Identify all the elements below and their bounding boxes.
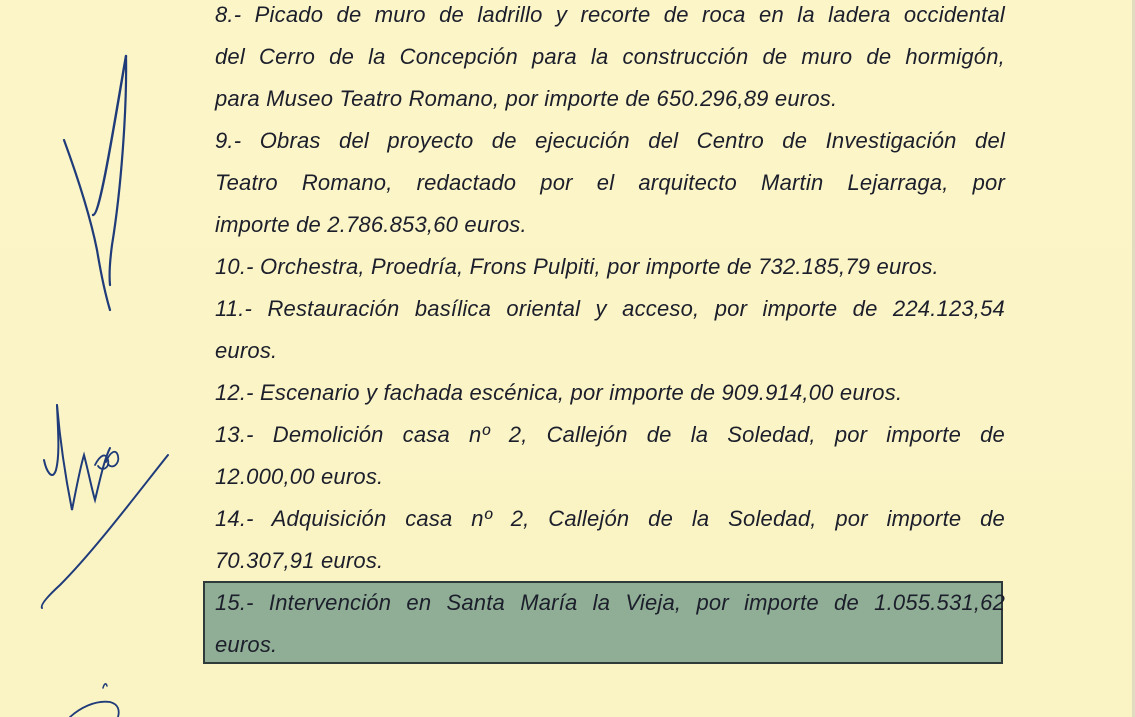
text-line-1: 8.- Picado de muro de ladrillo y recorte de roca en la ladera occidental [215,2,1005,27]
text-line-2: del Cerro de la Concepción para la construcción de muro de hormigón, [215,44,1005,69]
text-line-5: Teatro Romano, redactado por el arquitecto Martin Lejarraga, por [215,170,1005,195]
text-line-14: 70.307,91 euros. [215,548,384,573]
highlighted-item [215,588,1005,672]
signature-stroke-1 [64,140,110,310]
text-line-4: 9.- Obras del proyecto de ejecución del Centro de Investigación del [215,128,1005,153]
signature-stroke-3 [110,56,127,285]
text-line-10: 12.- Escenario y fachada escénica, por importe de 909.914,00 euros. [215,380,903,405]
signature-stroke-9 [70,702,119,717]
signature-stroke-2 [93,56,126,215]
signature-stroke-8 [42,455,168,608]
text-line-13: 14.- Adquisición casa nº 2, Callejón de la Soledad, por importe de [215,506,1005,531]
text-line-3: para Museo Teatro Romano, por importe de 650.296,89 euros. [215,86,838,111]
text-line-9: euros. [215,338,278,363]
text-line-6: importe de 2.786.853,60 euros. [215,212,527,237]
signature-stroke-10 [103,684,107,688]
text-line-11: 13.- Demolición casa nº 2, Callejón de la Soledad, por importe de [215,422,1005,447]
text-line-7: 10.- Orchestra, Proedría, Frons Pulpiti, por importe de 732.185,79 euros. [215,254,939,279]
text-column [215,0,1005,588]
highlighted-line-2: euros. [215,632,278,657]
text-line-12: 12.000,00 euros. [215,464,384,489]
highlighted-line-1: 15.- Intervención en Santa María la Vieja, por importe de 1.055.531,62 [215,590,1005,615]
text-line-8: 11.- Restauración basílica oriental y acceso, por importe de 224.123,54 [215,296,1005,321]
signature-stroke-4 [44,405,58,475]
signature-stroke-5 [57,405,110,510]
handwritten-signature [0,0,240,717]
